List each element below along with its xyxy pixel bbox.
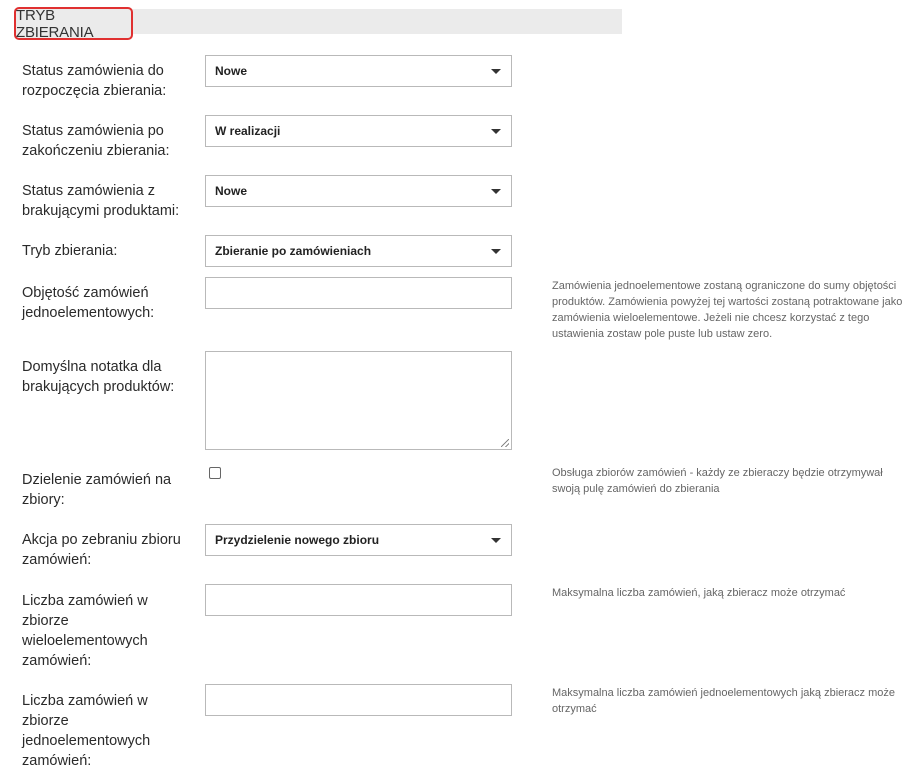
status-start-value: Nowe: [215, 64, 248, 78]
single-volume-input[interactable]: [205, 277, 512, 309]
split-orders-label: Dzielenie zamówień na zbiory:: [22, 472, 172, 508]
mode-label: Tryb zbierania:: [22, 243, 118, 259]
after-action-select[interactable]: [205, 524, 512, 556]
single-volume-hint: Zamówienia jednoelementowe zostaną ograniczone do sumy objętości produktów. Zamówienia powyżej tej wartości zostaną potraktowane jako zamówienia wieloelementowe. Jeżeli nie chcesz korzystać z tego ustawienia zostaw pole puste lub ustaw zero.: [552, 280, 903, 340]
resize-handle-icon[interactable]: [501, 439, 509, 447]
status-start-label: Status zamówienia do rozpoczęcia zbierania:: [22, 63, 167, 99]
chevron-down-icon: [491, 189, 501, 194]
split-orders-checkbox[interactable]: [209, 467, 221, 479]
mode-select[interactable]: [205, 235, 512, 267]
status-missing-select[interactable]: [205, 175, 512, 207]
status-end-value: W realizacji: [215, 124, 281, 138]
split-orders-hint: Obsługa zbiorów zamówień - każdy ze zbieraczy będzie otrzymywał swoją pulę zamówień do zbierania: [552, 467, 883, 495]
chevron-down-icon: [491, 249, 501, 254]
status-end-label: Status zamówienia po zakończeniu zbierania:: [22, 123, 170, 159]
single-volume-label: Objętość zamówień jednoelementowych:: [22, 285, 155, 321]
chevron-down-icon: [491, 129, 501, 134]
status-start-select[interactable]: [205, 55, 512, 87]
multi-count-hint: Maksymalna liczba zamówień, jaką zbieracz może otrzymać: [552, 587, 846, 599]
mode-value: Zbieranie po zamówieniach: [215, 244, 372, 258]
chevron-down-icon: [491, 538, 501, 543]
status-end-select[interactable]: [205, 115, 512, 147]
chevron-down-icon: [491, 69, 501, 74]
default-note-label: Domyślna notatka dla brakujących produktów:: [22, 359, 175, 395]
single-count-hint: Maksymalna liczba zamówień jednoelementowych jaką zbieracz może otrzymać: [552, 687, 895, 715]
status-missing-label: Status zamówienia z brakującymi produktami:: [22, 183, 180, 219]
after-action-value: Przydzielenie nowego zbioru: [215, 533, 380, 547]
section-title: TRYB ZBIERANIA: [14, 7, 133, 40]
multi-count-input[interactable]: [205, 584, 512, 616]
single-count-input[interactable]: [205, 684, 512, 716]
default-note-textarea[interactable]: [205, 351, 512, 450]
multi-count-label: Liczba zamówień w zbiorze wieloelementowych zamówień:: [22, 593, 148, 669]
single-count-label: Liczba zamówień w zbiorze jednoelementowych zamówień:: [22, 693, 151, 769]
after-action-label: Akcja po zebraniu zbioru zamówień:: [22, 532, 181, 568]
status-missing-value: Nowe: [215, 184, 248, 198]
